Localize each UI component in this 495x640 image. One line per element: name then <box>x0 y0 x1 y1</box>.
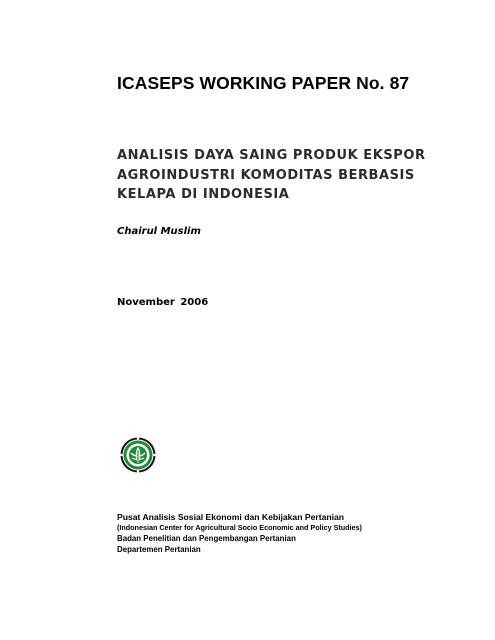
author-name: Chairul Muslim <box>117 226 201 237</box>
series-title: ICASEPS WORKING PAPER No. 87 <box>117 73 410 93</box>
paper-title <box>117 146 426 205</box>
institution-line-1: Pusat Analisis Sosial Ekonomi dan Kebijakan Pertanian <box>117 512 345 522</box>
institution-block <box>117 511 362 555</box>
paper-title-line-1: ANALISIS DAYA SAING PRODUK EKSPOR <box>117 148 426 163</box>
publication-date: November 2006 <box>117 297 209 308</box>
institution-line-3: Badan Penelitian dan Pengembangan Pertanian <box>117 534 296 543</box>
institution-line-4: Departemen Pertanian <box>117 545 201 554</box>
institution-line-2: (Indonesian Center for Agricultural Socio Economic and Policy Studies) <box>117 523 362 532</box>
ministry-of-agriculture-emblem-icon <box>119 436 157 474</box>
paper-title-line-3: KELAPA DI INDONESIA <box>117 187 290 202</box>
paper-title-line-2: AGROINDUSTRI KOMODITAS BERBASIS <box>117 167 415 183</box>
